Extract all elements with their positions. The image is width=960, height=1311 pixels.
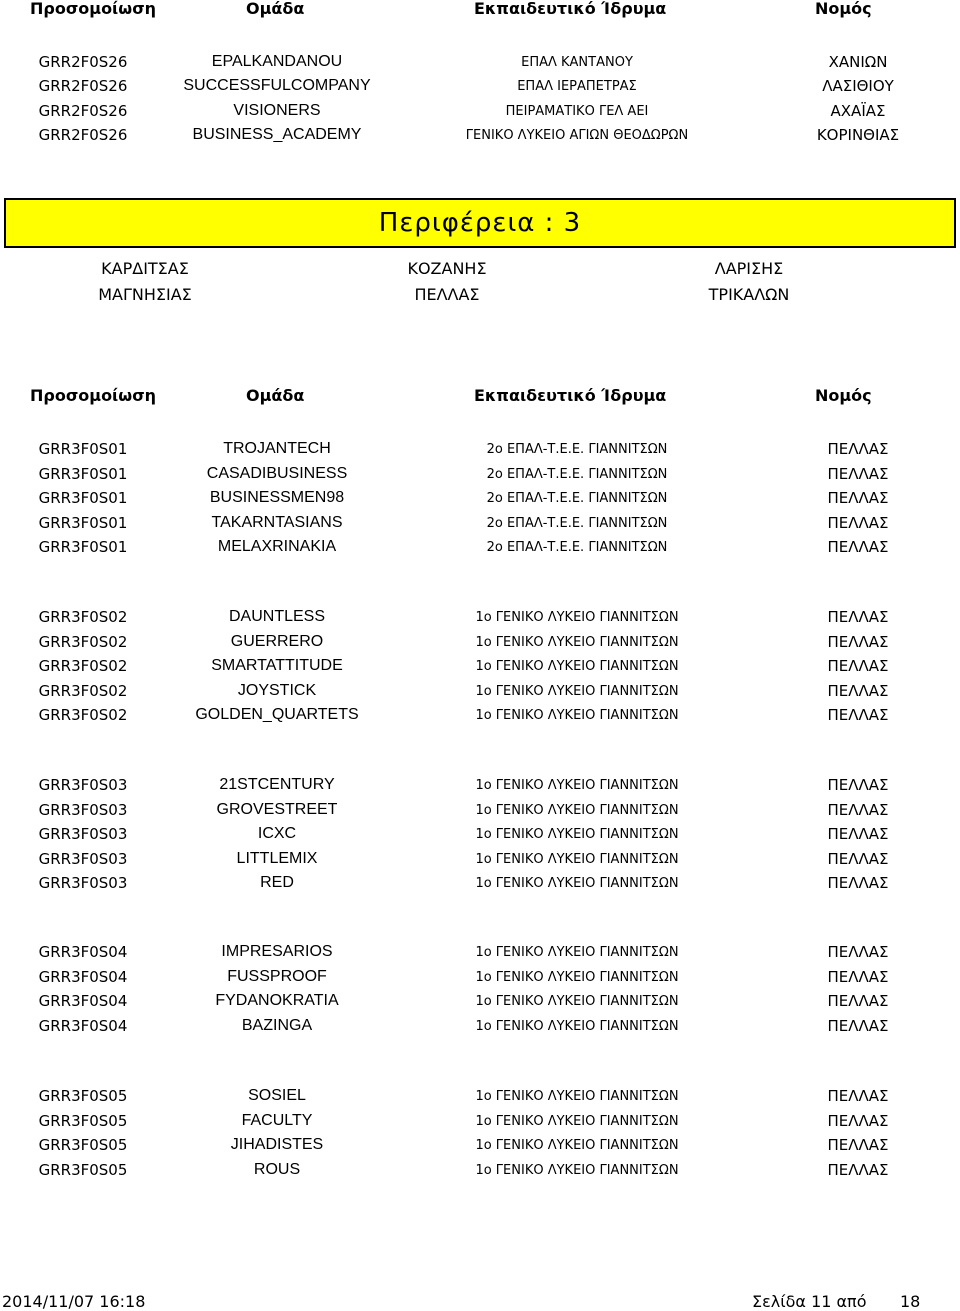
cell-simulation: GRR3F0S04	[38, 943, 128, 961]
table-row	[0, 874, 960, 898]
table-row	[0, 102, 960, 126]
cell-prefecture: ΠΕΛΛΑΣ	[827, 489, 889, 507]
table-row	[0, 968, 960, 992]
cell-prefecture: ΠΕΛΛΑΣ	[827, 1087, 889, 1105]
cell-simulation: GRR3F0S05	[38, 1087, 128, 1105]
cell-prefecture: ΠΕΛΛΑΣ	[827, 1160, 889, 1179]
cell-school: 1ο ΓΕΝΙΚΟ ΛΥΚΕΙΟ ΓΙΑΝΝΙΤΣΩΝ	[475, 1162, 679, 1178]
cell-prefecture: ΠΕΛΛΑΣ	[827, 706, 889, 724]
cell-school: 1ο ΓΕΝΙΚΟ ΛΥΚΕΙΟ ΓΙΑΝΝΙΤΣΩΝ	[475, 851, 679, 867]
cell-school: 1ο ΓΕΝΙΚΟ ΛΥΚΕΙΟ ΓΙΑΝΝΙΤΣΩΝ	[475, 827, 679, 842]
cell-simulation: GRR3F0S03	[38, 825, 128, 843]
footer-page-label: Σελίδα 11 από	[752, 1292, 867, 1311]
table-row	[0, 943, 960, 967]
cell-school: ΕΠΑΛ ΚΑΝΤΑΝΟΥ	[521, 55, 633, 70]
cell-simulation: GRR3F0S01	[38, 489, 128, 507]
cell-school: 2ο ΕΠΑΛ-Τ.Ε.Ε. ΓΙΑΝΝΙΤΣΩΝ	[486, 466, 668, 482]
cell-team: BUSINESS_ACADEMY	[192, 126, 362, 143]
cell-simulation: GRR2F0S26	[38, 126, 128, 144]
cell-prefecture: ΠΕΛΛΑΣ	[827, 440, 889, 458]
cell-simulation: GRR3F0S05	[38, 1111, 128, 1130]
cell-team: TROJANTECH	[223, 440, 331, 457]
cell-team: TAKARNTASIANS	[211, 513, 343, 531]
cell-prefecture: ΠΕΛΛΑΣ	[827, 608, 889, 626]
cell-prefecture: ΑΧΑΪΑΣ	[830, 102, 886, 120]
cell-team: VISIONERS	[233, 102, 321, 119]
cell-prefecture: ΠΕΛΛΑΣ	[827, 849, 889, 868]
table-row	[0, 992, 960, 1016]
table-row	[0, 850, 960, 874]
cell-school: 2ο ΕΠΑΛ-Τ.Ε.Ε. ΓΙΑΝΝΙΤΣΩΝ	[486, 442, 668, 457]
cell-school: 2ο ΕΠΑΛ-Τ.Ε.Ε. ΓΙΑΝΝΙΤΣΩΝ	[486, 515, 668, 531]
cell-team: GOLDEN_QUARTETS	[195, 706, 359, 723]
cell-prefecture: ΠΕΛΛΑΣ	[827, 1111, 889, 1130]
header-simulation: Προσομοίωση	[30, 0, 157, 18]
cell-team: JOYSTICK	[237, 681, 317, 699]
cell-team: SOSIEL	[248, 1087, 306, 1104]
cell-school: 1ο ΓΕΝΙΚΟ ΛΥΚΕΙΟ ΓΙΑΝΝΙΤΣΩΝ	[475, 1018, 679, 1034]
table-row	[0, 706, 960, 730]
cell-simulation: GRR2F0S26	[38, 77, 128, 95]
cell-simulation: GRR2F0S26	[38, 102, 128, 120]
cell-prefecture: ΠΕΛΛΑΣ	[827, 1016, 889, 1035]
cell-team: GUERRERO	[230, 632, 324, 650]
cell-simulation: GRR3F0S01	[38, 440, 128, 458]
cell-prefecture: ΠΕΛΛΑΣ	[827, 967, 889, 986]
cell-simulation: GRR3F0S01	[38, 538, 128, 556]
cell-prefecture: ΠΕΛΛΑΣ	[827, 681, 889, 700]
cell-simulation: GRR3F0S02	[38, 657, 128, 675]
table-row	[0, 1017, 960, 1041]
cell-school: 1ο ΓΕΝΙΚΟ ΛΥΚΕΙΟ ΓΙΑΝΝΙΤΣΩΝ	[475, 994, 679, 1009]
cell-simulation: GRR3F0S05	[38, 1136, 128, 1154]
cell-school: 1ο ΓΕΝΙΚΟ ΛΥΚΕΙΟ ΓΙΑΝΝΙΤΣΩΝ	[475, 634, 679, 650]
cell-simulation: GRR2F0S26	[38, 53, 128, 71]
region-banner	[4, 198, 956, 248]
table-row	[0, 538, 960, 562]
cell-prefecture: ΠΕΛΛΑΣ	[827, 776, 889, 794]
cell-team: RED	[260, 874, 294, 891]
cell-team: CASADIBUSINESS	[206, 464, 348, 482]
table-row	[0, 633, 960, 657]
table-row	[0, 440, 960, 464]
cell-simulation: GRR3F0S02	[38, 706, 128, 724]
cell-team: MELAXRINAKIA	[217, 538, 337, 555]
region-prefecture: ΚΑΡΔΙΤΣΑΣ	[101, 259, 189, 278]
cell-team: DAUNTLESS	[228, 608, 326, 625]
region-prefecture: ΛΑΡΙΣΗΣ	[714, 259, 784, 278]
table-row	[0, 1161, 960, 1185]
cell-prefecture: ΠΕΛΛΑΣ	[827, 943, 889, 961]
cell-team: GROVESTREET	[216, 800, 338, 818]
cell-school: 1ο ΓΕΝΙΚΟ ΛΥΚΕΙΟ ΓΙΑΝΝΙΤΣΩΝ	[475, 778, 679, 793]
cell-prefecture: ΚΟΡΙΝΘΙΑΣ	[816, 126, 900, 144]
header-team: Ομάδα	[246, 0, 305, 18]
cell-team: IMPRESARIOS	[221, 943, 333, 960]
cell-team: EPALKANDANOU	[211, 53, 343, 70]
cell-simulation: GRR3F0S04	[38, 992, 128, 1010]
cell-simulation: GRR3F0S02	[38, 608, 128, 626]
cell-simulation: GRR3F0S01	[38, 513, 128, 532]
cell-team: FYDANOKRATIA	[215, 992, 339, 1009]
table-row	[0, 53, 960, 77]
cell-prefecture: ΠΕΛΛΑΣ	[827, 1136, 889, 1154]
cell-prefecture: ΧΑΝΙΩΝ	[828, 53, 888, 71]
cell-simulation: GRR3F0S02	[38, 681, 128, 700]
cell-simulation: GRR3F0S05	[38, 1160, 128, 1179]
cell-prefecture: ΠΕΛΛΑΣ	[827, 657, 889, 675]
table-row	[0, 776, 960, 800]
cell-team: BUSINESSMEN98	[209, 489, 345, 506]
header-school: Εκπαιδευτικό Ίδρυμα	[474, 0, 667, 18]
cell-prefecture: ΠΕΛΛΑΣ	[827, 874, 889, 892]
region-title: Περιφέρεια : 3	[378, 208, 582, 238]
cell-team: SMARTATTITUDE	[211, 657, 343, 674]
cell-team: FUSSPROOF	[227, 967, 327, 985]
cell-school: 1ο ΓΕΝΙΚΟ ΛΥΚΕΙΟ ΓΙΑΝΝΙΤΣΩΝ	[475, 683, 679, 699]
cell-school: 2ο ΕΠΑΛ-Τ.Ε.Ε. ΓΙΑΝΝΙΤΣΩΝ	[486, 491, 668, 506]
region-prefecture: ΤΡΙΚΑΛΩΝ	[708, 285, 790, 304]
cell-school: 1ο ΓΕΝΙΚΟ ΛΥΚΕΙΟ ΓΙΑΝΝΙΤΣΩΝ	[475, 969, 679, 985]
cell-team: FACULTY	[241, 1111, 313, 1129]
cell-school: ΓΕΝΙΚΟ ΛΥΚΕΙΟ ΑΓΙΩΝ ΘΕΟΔΩΡΩΝ	[465, 128, 689, 143]
header-school: Εκπαιδευτικό Ίδρυμα	[474, 386, 667, 405]
cell-team: ICXC	[257, 825, 297, 842]
cell-team: BAZINGA	[241, 1016, 313, 1034]
cell-school: ΠΕΙΡΑΜΑΤΙΚΟ ΓΕΛ ΑΕΙ	[505, 104, 649, 119]
cell-prefecture: ΠΕΛΛΑΣ	[827, 538, 889, 556]
table-row	[0, 514, 960, 538]
header-team: Ομάδα	[246, 386, 305, 405]
table-row	[0, 1136, 960, 1160]
region-prefecture: ΜΑΓΝΗΣΙΑΣ	[98, 285, 192, 304]
region-prefecture: ΚΟΖΑΝΗΣ	[407, 259, 487, 278]
cell-team: ROUS	[253, 1160, 301, 1178]
cell-team: JIHADISTES	[230, 1136, 324, 1153]
cell-simulation: GRR3F0S03	[38, 800, 128, 819]
cell-school: 2ο ΕΠΑΛ-Τ.Ε.Ε. ΓΙΑΝΝΙΤΣΩΝ	[486, 540, 668, 555]
table-row	[0, 657, 960, 681]
cell-school: 1ο ΓΕΝΙΚΟ ΛΥΚΕΙΟ ΓΙΑΝΝΙΤΣΩΝ	[475, 876, 679, 891]
cell-prefecture: ΠΕΛΛΑΣ	[827, 825, 889, 843]
footer-timestamp: 2014/11/07 16:18	[2, 1292, 146, 1311]
cell-school: 1ο ΓΕΝΙΚΟ ΛΥΚΕΙΟ ΓΙΑΝΝΙΤΣΩΝ	[475, 802, 679, 818]
cell-simulation: GRR3F0S04	[38, 967, 128, 986]
cell-team: SUCCESSFULCOMPANY	[183, 77, 371, 94]
table-row	[0, 489, 960, 513]
cell-team: LITTLEMIX	[236, 849, 318, 867]
cell-school: 1ο ΓΕΝΙΚΟ ΛΥΚΕΙΟ ΓΙΑΝΝΙΤΣΩΝ	[475, 945, 679, 960]
cell-simulation: GRR3F0S03	[38, 849, 128, 868]
cell-school: 1ο ΓΕΝΙΚΟ ΛΥΚΕΙΟ ΓΙΑΝΝΙΤΣΩΝ	[475, 1089, 679, 1104]
cell-school: 1ο ΓΕΝΙΚΟ ΛΥΚΕΙΟ ΓΙΑΝΝΙΤΣΩΝ	[475, 1138, 679, 1153]
cell-prefecture: ΛΑΣΙΘΙΟΥ	[822, 77, 894, 95]
table-row	[0, 801, 960, 825]
cell-simulation: GRR3F0S04	[38, 1016, 128, 1035]
footer-page-total: 18	[900, 1292, 921, 1311]
header-prefecture: Νομός	[815, 0, 872, 18]
cell-prefecture: ΠΕΛΛΑΣ	[827, 464, 889, 483]
cell-prefecture: ΠΕΛΛΑΣ	[827, 632, 889, 651]
cell-school: 1ο ΓΕΝΙΚΟ ΛΥΚΕΙΟ ΓΙΑΝΝΙΤΣΩΝ	[475, 659, 679, 674]
cell-simulation: GRR3F0S03	[38, 874, 128, 892]
cell-school: 1ο ΓΕΝΙΚΟ ΛΥΚΕΙΟ ΓΙΑΝΝΙΤΣΩΝ	[475, 708, 679, 723]
cell-prefecture: ΠΕΛΛΑΣ	[827, 992, 889, 1010]
cell-school: ΕΠΑΛ ΙΕΡΑΠΕΤΡΑΣ	[517, 79, 637, 94]
cell-prefecture: ΠΕΛΛΑΣ	[827, 800, 889, 819]
table-row	[0, 682, 960, 706]
table-row	[0, 608, 960, 632]
table-row	[0, 77, 960, 101]
table-row	[0, 465, 960, 489]
header-simulation: Προσομοίωση	[30, 386, 157, 405]
table-row	[0, 126, 960, 150]
cell-simulation: GRR3F0S01	[38, 464, 128, 483]
table-row	[0, 825, 960, 849]
cell-prefecture: ΠΕΛΛΑΣ	[827, 513, 889, 532]
header-prefecture: Νομός	[815, 386, 872, 405]
table-row	[0, 1112, 960, 1136]
table-row	[0, 1087, 960, 1111]
cell-team: 21STCENTURY	[219, 776, 335, 793]
cell-simulation: GRR3F0S03	[38, 776, 128, 794]
cell-school: 1ο ΓΕΝΙΚΟ ΛΥΚΕΙΟ ΓΙΑΝΝΙΤΣΩΝ	[475, 610, 679, 625]
cell-school: 1ο ΓΕΝΙΚΟ ΛΥΚΕΙΟ ΓΙΑΝΝΙΤΣΩΝ	[475, 1113, 679, 1129]
region-prefecture: ΠΕΛΛΑΣ	[414, 285, 480, 304]
cell-simulation: GRR3F0S02	[38, 632, 128, 651]
